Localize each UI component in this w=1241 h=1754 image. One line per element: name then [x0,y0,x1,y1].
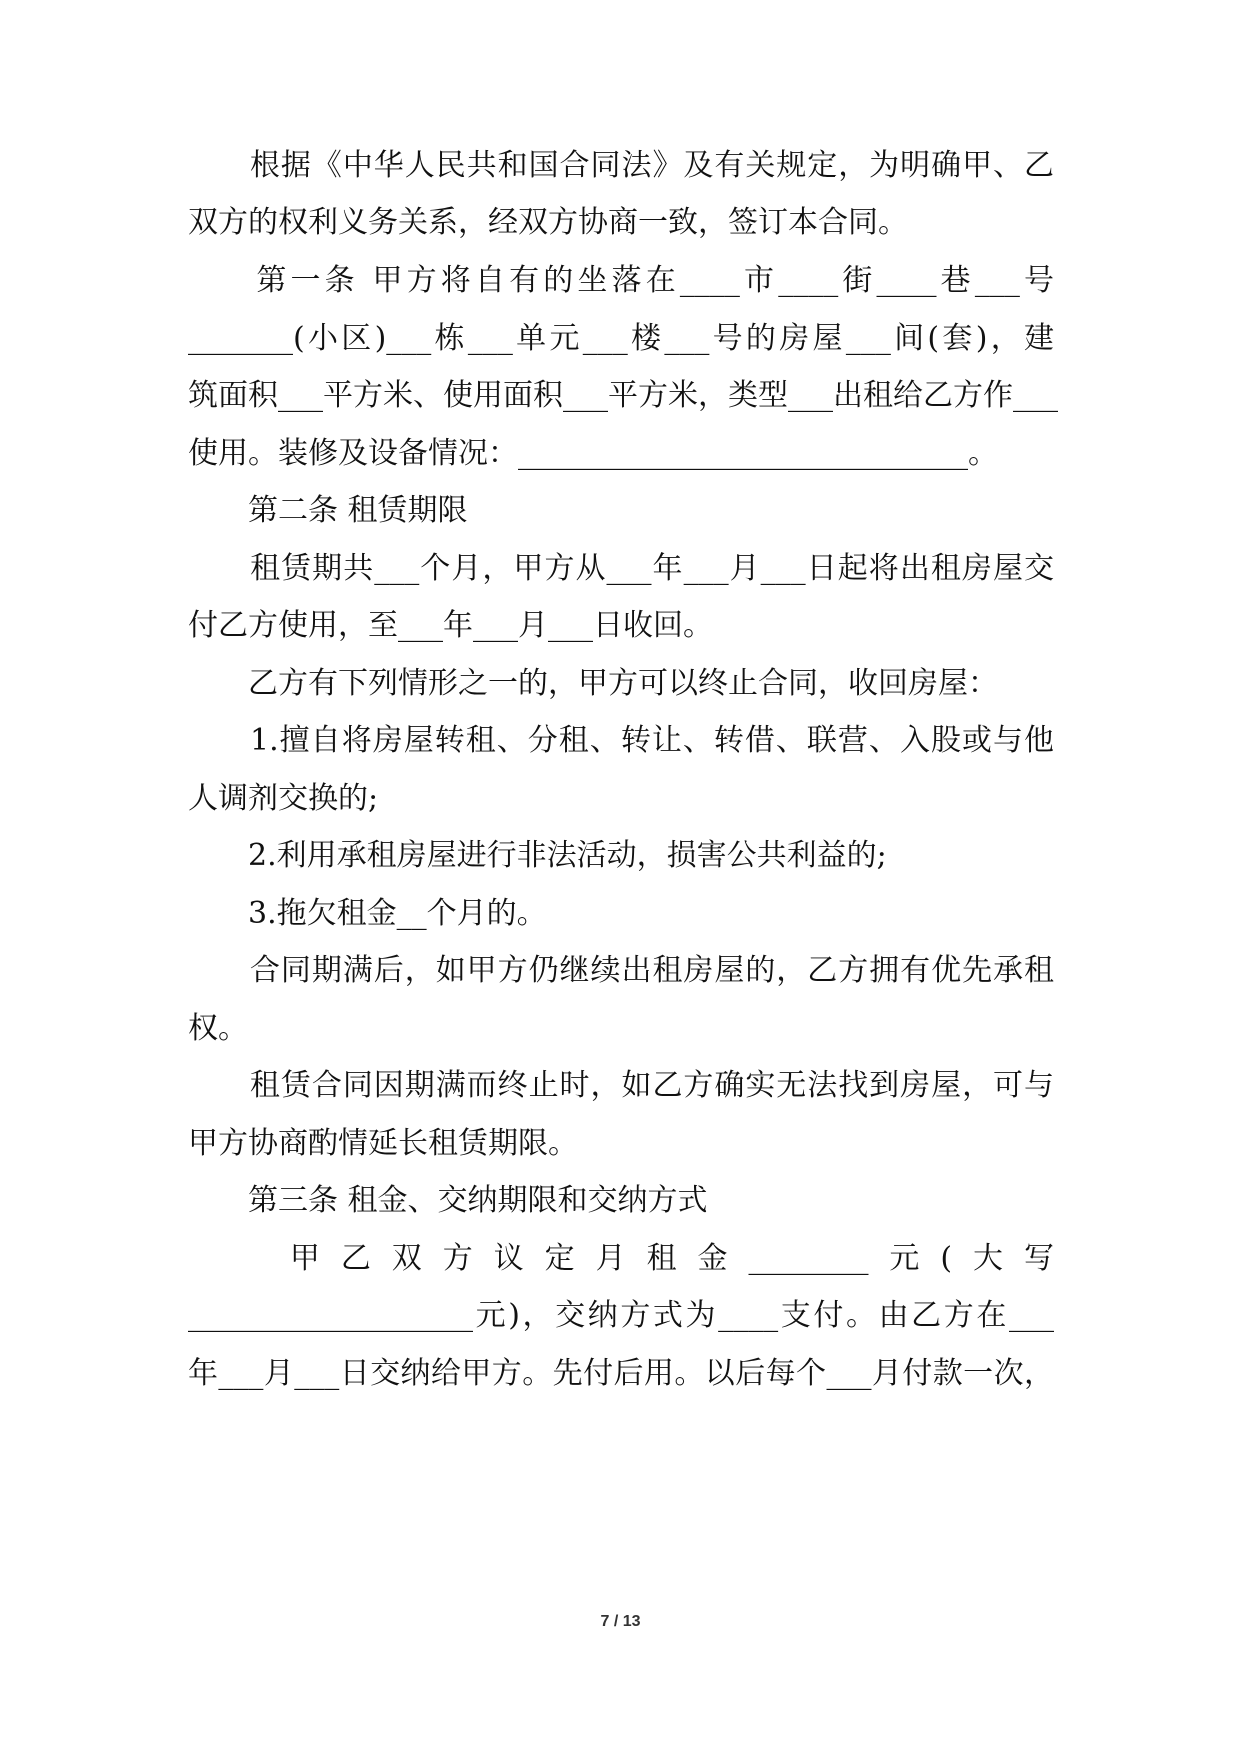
article-3-heading: 第三条 租金、交纳期限和交纳方式 [188,1183,708,1218]
paragraph-line: 根据《中华人民共和国合同法》及有关规定，为明确甲、乙 [188,148,1054,183]
article-2-heading: 第二条 租赁期限 [188,493,468,528]
paragraph-line: 合同期满后，如甲方仍继续出租房屋的，乙方拥有优先承租 [188,953,1054,988]
paragraph-line: 年___月___日交纳给甲方。先付后用。以后每个___月付款一次， [188,1356,1054,1391]
paragraph-line: 筑面积___平方米、使用面积___平方米，类型___出租给乙方作___ [188,378,1058,413]
article-1-heading-line: 第一条 甲方将自有的坐落在____市____街____巷___号 [188,263,1054,298]
page-number: 7 / 13 [600,1613,641,1630]
list-item-1-continued: 人调剂交换的; [188,781,379,816]
paragraph-line: 租赁期共___个月，甲方从___年___月___日起将出租房屋交 [188,551,1054,586]
paragraph-line: 双方的权利义务关系，经双方协商一致，签订本合同。 [188,205,908,240]
paragraph-line: 甲乙双方议定月租金________元(大写 [188,1241,1054,1276]
paragraph-line: _______(小区)___栋___单元___楼___号的房屋___间(套)，建 [188,321,1054,356]
list-item-3: 3.拖欠租金__个月的。 [188,896,547,931]
paragraph-line: 使用。装修及设备情况：______________________________。 [188,436,998,471]
paragraph-line: ___________________元)，交纳方式为____支付。由乙方在___ [188,1298,1054,1333]
paragraph-line: 甲方协商酌情延长租赁期限。 [188,1126,578,1161]
paragraph-line: 付乙方使用，至___年___月___日收回。 [188,608,713,643]
paragraph-line: 乙方有下列情形之一的，甲方可以终止合同，收回房屋： [188,666,998,701]
paragraph-line: 租赁合同因期满而终止时，如乙方确实无法找到房屋，可与 [188,1068,1054,1103]
list-item-1: 1.擅自将房屋转租、分租、转让、转借、联营、入股或与他 [188,723,1054,758]
paragraph-line: 权。 [188,1011,248,1046]
list-item-2: 2.利用承租房屋进行非法活动，损害公共利益的; [188,838,887,873]
